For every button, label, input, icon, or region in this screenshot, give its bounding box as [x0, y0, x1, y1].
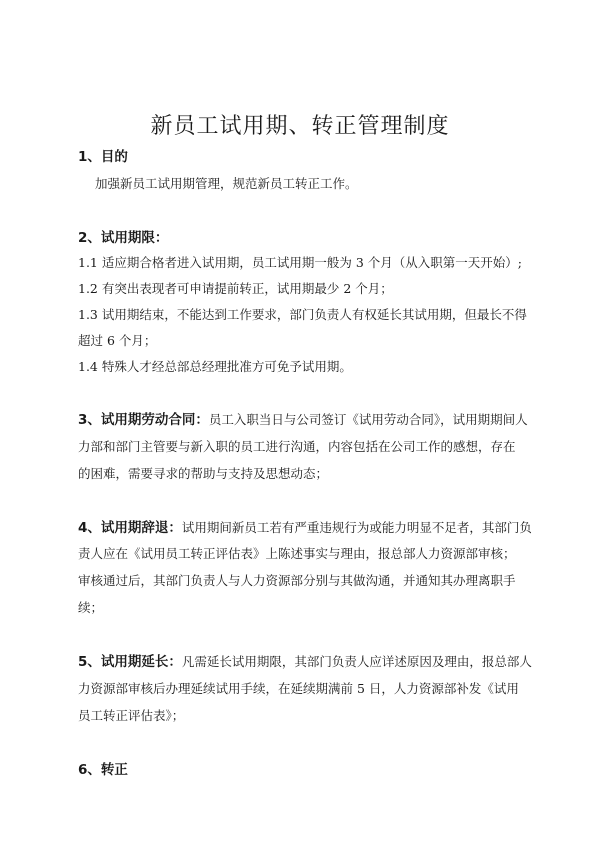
dismissal-line-2: 责人应在《试用员工转正评估表》上陈述事实与理由，报总部人力资源部审核； — [78, 546, 516, 561]
probation-item-1-4: 1.4 特殊人才经总部总经理批准方可免予试用期。 — [78, 359, 352, 374]
probation-item-1-2: 1.2 有突出表现者可申请提前转正，试用期最少 2 个月； — [78, 281, 393, 296]
purpose-line: 加强新员工试用期管理，规范新员工转正工作。 — [95, 176, 358, 191]
section-heading-confirmation: 6、转正 — [78, 762, 128, 778]
labor-contract-line-3: 的困难，需要寻求的帮助与支持及思想动态； — [78, 466, 329, 481]
labor-contract-text: 员工入职当日与公司签订《试用劳动合同》，试用期期间人 — [208, 412, 528, 427]
probation-item-1-3-continued: 超过 6 个月； — [78, 333, 157, 348]
dismissal-line-3: 审核通过后，其部门负责人与人力资源部分别与其做沟通，并通知其办理离职手 — [78, 573, 516, 588]
document-title: 新员工试用期、转正管理制度 — [150, 114, 450, 139]
section-heading-labor-contract: 3、试用期劳动合同： — [78, 412, 209, 428]
dismissal-line-4: 续； — [78, 600, 104, 615]
labor-contract-line-2: 力部和部门主管要与新入职的员工进行沟通，内容包括在公司工作的感想，存在 — [78, 439, 516, 454]
section-heading-purpose: 1、目的 — [78, 149, 128, 165]
dismissal-line-1 — [78, 518, 532, 538]
labor-contract-line-1 — [78, 410, 528, 430]
dismissal-text: 试用期间新员工若有严重违规行为或能力明显不足者，其部门负 — [181, 520, 532, 535]
extension-line-1 — [78, 652, 532, 672]
probation-item-1-3: 1.3 试用期结束，不能达到工作要求，部门负责人有权延长其试用期，但最长不得 — [78, 307, 527, 322]
section-heading-dismissal: 4、试用期辞退： — [78, 520, 182, 536]
section-heading-extension: 5、试用期延长： — [78, 654, 182, 670]
probation-item-1-1: 1.1 适应期合格者进入试用期，员工试用期一般为 3 个月（从入职第一天开始）; — [78, 255, 522, 270]
extension-text: 凡需延长试用期限，其部门负责人应详述原因及理由，报总部人 — [181, 654, 532, 669]
extension-line-2: 力资源部审核后办理延续试用手续，在延续期满前 5 日，人力资源部补发《试用 — [78, 681, 519, 696]
extension-line-3: 员工转正评估表》； — [78, 708, 185, 723]
section-heading-probation-period: 2、试用期限： — [78, 230, 169, 246]
